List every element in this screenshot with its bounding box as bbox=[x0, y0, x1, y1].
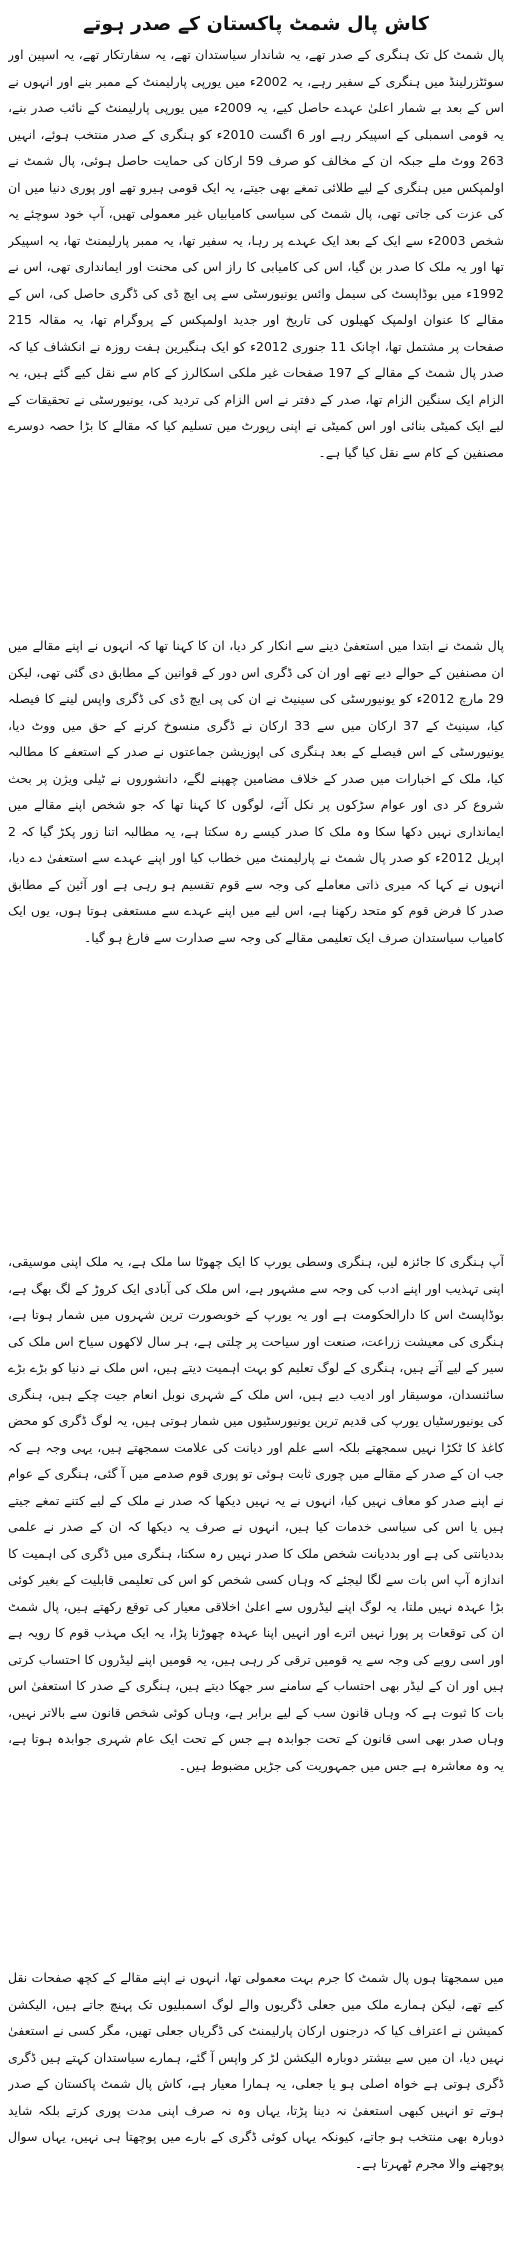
article-paragraph: پال شمٹ کل تک ہنگری کے صدر تھے، یہ شاندار سیاستدان تھے، یہ سفارتکار تھے، یہ اسپین اور سوئٹزرلینڈ میں ہنگری کے سفیر رہے، یہ 2002ء میں یورپی پارلیمنٹ کے ممبر بنے اور انہوں نے اس کے بعد بے شمار اعلیٰ عہدے حاصل کیے، یہ 2009ء میں یورپی پارلیمنٹ کے نائب صدر بنے، یہ قومی اسمبلی کے اسپیکر رہے اور 6 اگست 2010ء کو ہنگری کے صدر منتخب ہوئے، انہیں 263 ووٹ ملے جبکہ ان کے مخالف کو صرف 59 ارکان کی حمایت حاصل ہوئی، پال شمٹ نے اولمپکس میں ہنگری کے لیے طلائی تمغے بھی جیتے، یہ ایک قومی ہیرو تھے اور پوری دنیا میں ان کی عزت کی جاتی تھی، پال شمٹ کی سیاسی کامیابیاں غیر معمولی تھیں، آپ خود سوچئے یہ شخص 2003ء سے ایک کے بعد ایک عہدے پر رہا، یہ سفیر تھا، یہ ممبر پارلیمنٹ تھا، یہ اسپیکر تھا اور یہ ملک کا صدر بن گیا، اس کی کامیابی کا راز اس کی محنت اور ایمانداری تھی، اس نے 1992ء میں بوڈاپسٹ کی سیمل وائس یونیورسٹی سے پی ایچ ڈی کی ڈگری حاصل کی، اس کے مقالے کا عنوان اولمپک کھیلوں کی تاریخ اور جدید اولمپکس کے پروگرام تھا، یہ مقالہ 215 صفحات پر مشتمل تھا، اچانک 11 جنوری 2012ء کو ایک ہنگیرین ہفت روزہ نے انکشاف کیا کہ صدر پال شمٹ کے مقالے کے 197 صفحات غیر ملکی اسکالرز کے کام سے نقل کیے گئے ہیں، یہ الزام ایک سنگین الزام تھا، صدر کے دفتر نے اس الزام کی تردید کی، یونیورسٹی نے تحقیقات کے لیے ایک کمیٹی بنائی اور اس کمیٹی نے اپنی رپورٹ میں تسلیم کیا کہ مقالے کا بڑا حصہ دوسرے مصنفین کے کام سے نقل کیا گیا ہے۔ bbox=[8, 47, 504, 460]
article-headline: کاش پال شمٹ پاکستان کے صدر ہوتے bbox=[83, 13, 429, 35]
article-paragraph: آپ ہنگری کا جائزہ لیں، ہنگری وسطی یورپ کا ایک چھوٹا سا ملک ہے، یہ ملک اپنی موسیقی، اپنی تہذیب اور اپنے ادب کی وجہ سے مشہور ہے، اس ملک کی آبادی ایک کروڑ کے لگ بھگ ہے، بوڈاپسٹ اس کا دارالحکومت ہے اور یہ یورپ کے خوبصورت ترین شہروں میں شمار ہوتا ہے، ہنگری کی معیشت زراعت، صنعت اور سیاحت پر چلتی ہے، ہر سال لاکھوں سیاح اس ملک کی سیر کے لیے آتے ہیں، ہنگری کے لوگ تعلیم کو بہت اہمیت دیتے ہیں، اس ملک نے دنیا کو بڑے بڑے سائنسدان، موسیقار اور ادیب دیے ہیں، اس ملک کے شہری نوبل انعام جیت چکے ہیں، ہنگری کی یونیورسٹیاں یورپ کی قدیم ترین یونیورسٹیوں میں شمار ہوتی ہیں، یہ لوگ ڈگری کو محض کاغذ کا ٹکڑا نہیں سمجھتے بلکہ اسے علم اور دیانت کی علامت سمجھتے ہیں، یہی وجہ ہے کہ جب ان کے صدر کے مقالے میں چوری ثابت ہوئی تو پوری قوم صدمے میں آ گئی، ہنگری کے عوام نے اپنے صدر کو معاف نہیں کیا، انہوں نے یہ نہیں دیکھا کہ صدر نے ملک کے لیے کتنے تمغے جیتے ہیں یا اس کی سیاسی خدمات کیا ہیں، انہوں نے صرف یہ دیکھا کہ ان کے صدر نے علمی بددیانتی کی ہے اور بددیانت شخص ملک کا صدر نہیں رہ سکتا، ہنگری میں ڈگری کی اہمیت کا اندازہ آپ اس بات سے لگا لیجئے کہ وہاں کسی شخص کو اس کی تعلیمی قابلیت کے بغیر کوئی بڑا عہدہ نہیں ملتا، یہ لوگ اپنے لیڈروں سے اعلیٰ اخلاقی معیار کی توقع رکھتے ہیں، پال شمٹ ان کی توقعات پر پورا نہیں اترے اور انہیں اپنا عہدہ چھوڑنا پڑا، یہ ایک مہذب قوم کا رویہ ہے اور اسی رویے کی وجہ سے یہ قومیں ترقی کر رہی ہیں، یہ قومیں اپنے لیڈروں کا احتساب کرتی ہیں اور ان کے لیڈر بھی احتساب کے سامنے سر جھکا دیتے ہیں، ہنگری کے صدر کا استعفیٰ اس بات کا ثبوت ہے کہ وہاں قانون سب کے لیے برابر ہے، وہاں کوئی شخص قانون سے بالاتر نہیں، وہاں صدر بھی اسی قانون کے تحت جوابدہ ہے جس کے تحت ایک عام شہری جوابدہ ہوتا ہے، یہ وہ معاشرہ ہے جس میں جمہوریت کی جڑیں مضبوط ہیں۔ bbox=[8, 1254, 504, 1773]
article-paragraph: میں سمجھتا ہوں پال شمٹ کا جرم بہت معمولی تھا، انہوں نے اپنے مقالے کے کچھ صفحات نقل کیے تھے، لیکن ہمارے ملک میں جعلی ڈگریوں والے لوگ اسمبلیوں تک پہنچ جاتے ہیں، الیکشن کمیشن نے اعتراف کیا کہ درجنوں ارکان پارلیمنٹ کی ڈگریاں جعلی تھیں، مگر کسی نے استعفیٰ نہیں دیا، ان میں سے بیشتر دوبارہ الیکشن لڑ کر واپس آ گئے، ہمارے سیاستدان کہتے ہیں ڈگری ڈگری ہوتی ہے خواہ اصلی ہو یا جعلی، یہ ہمارا معیار ہے، کاش پال شمٹ پاکستان کے صدر ہوتے تو انہیں کبھی استعفیٰ نہ دینا پڑتا، یہاں وہ نہ صرف اپنی مدت پوری کرتے بلکہ شاید دوبارہ بھی منتخب ہو جاتے، کیونکہ یہاں کوئی ڈگری کے بارے میں پوچھتا ہی نہیں، یہاں سوال پوچھنے والا مجرم ٹھہرتا ہے۔ bbox=[8, 1970, 504, 2171]
article-paragraph: پال شمٹ نے ابتدا میں استعفیٰ دینے سے انکار کر دیا، ان کا کہنا تھا کہ انہوں نے اپنے مقالے میں ان مصنفین کے حوالے دیے تھے اور ان کی ڈگری اس دور کے قوانین کے مطابق دی گئی تھی، لیکن 29 مارچ 2012ء کو یونیورسٹی کی سینیٹ نے ان کی پی ایچ ڈی کی ڈگری واپس لینے کا فیصلہ کیا، سینیٹ کے 37 ارکان میں سے 33 ارکان نے ڈگری منسوخ کرنے کے حق میں ووٹ دیا، یونیورسٹی کے اس فیصلے کے بعد ہنگری کی اپوزیشن جماعتوں نے صدر کے استعفے کا مطالبہ کیا، ملک کے اخبارات میں صدر کے خلاف مضامین چھپنے لگے، دانشوروں نے ٹیلی ویژن پر بحث شروع کر دی اور عوام سڑکوں پر نکل آئے، لوگوں کا کہنا تھا کہ جو شخص اپنے مقالے میں ایمانداری نہیں دکھا سکا وہ ملک کا صدر کیسے رہ سکتا ہے، یہ مطالبہ اتنا زور پکڑ گیا کہ 2 اپریل 2012ء کو صدر پال شمٹ نے پارلیمنٹ میں خطاب کیا اور اپنے عہدے سے استعفیٰ دے دیا، انہوں نے کہا کہ میری ذاتی معاملے کی وجہ سے قوم تقسیم ہو رہی ہے اور آئین کے مطابق صدر کا فرض قوم کو متحد رکھنا ہے، اس لیے میں اپنے عہدے سے مستعفی ہوتا ہوں، یوں ایک کامیاب سیاستدان صرف ایک تعلیمی مقالے کی وجہ سے صدارت سے فارغ ہو گیا۔ bbox=[8, 638, 504, 945]
